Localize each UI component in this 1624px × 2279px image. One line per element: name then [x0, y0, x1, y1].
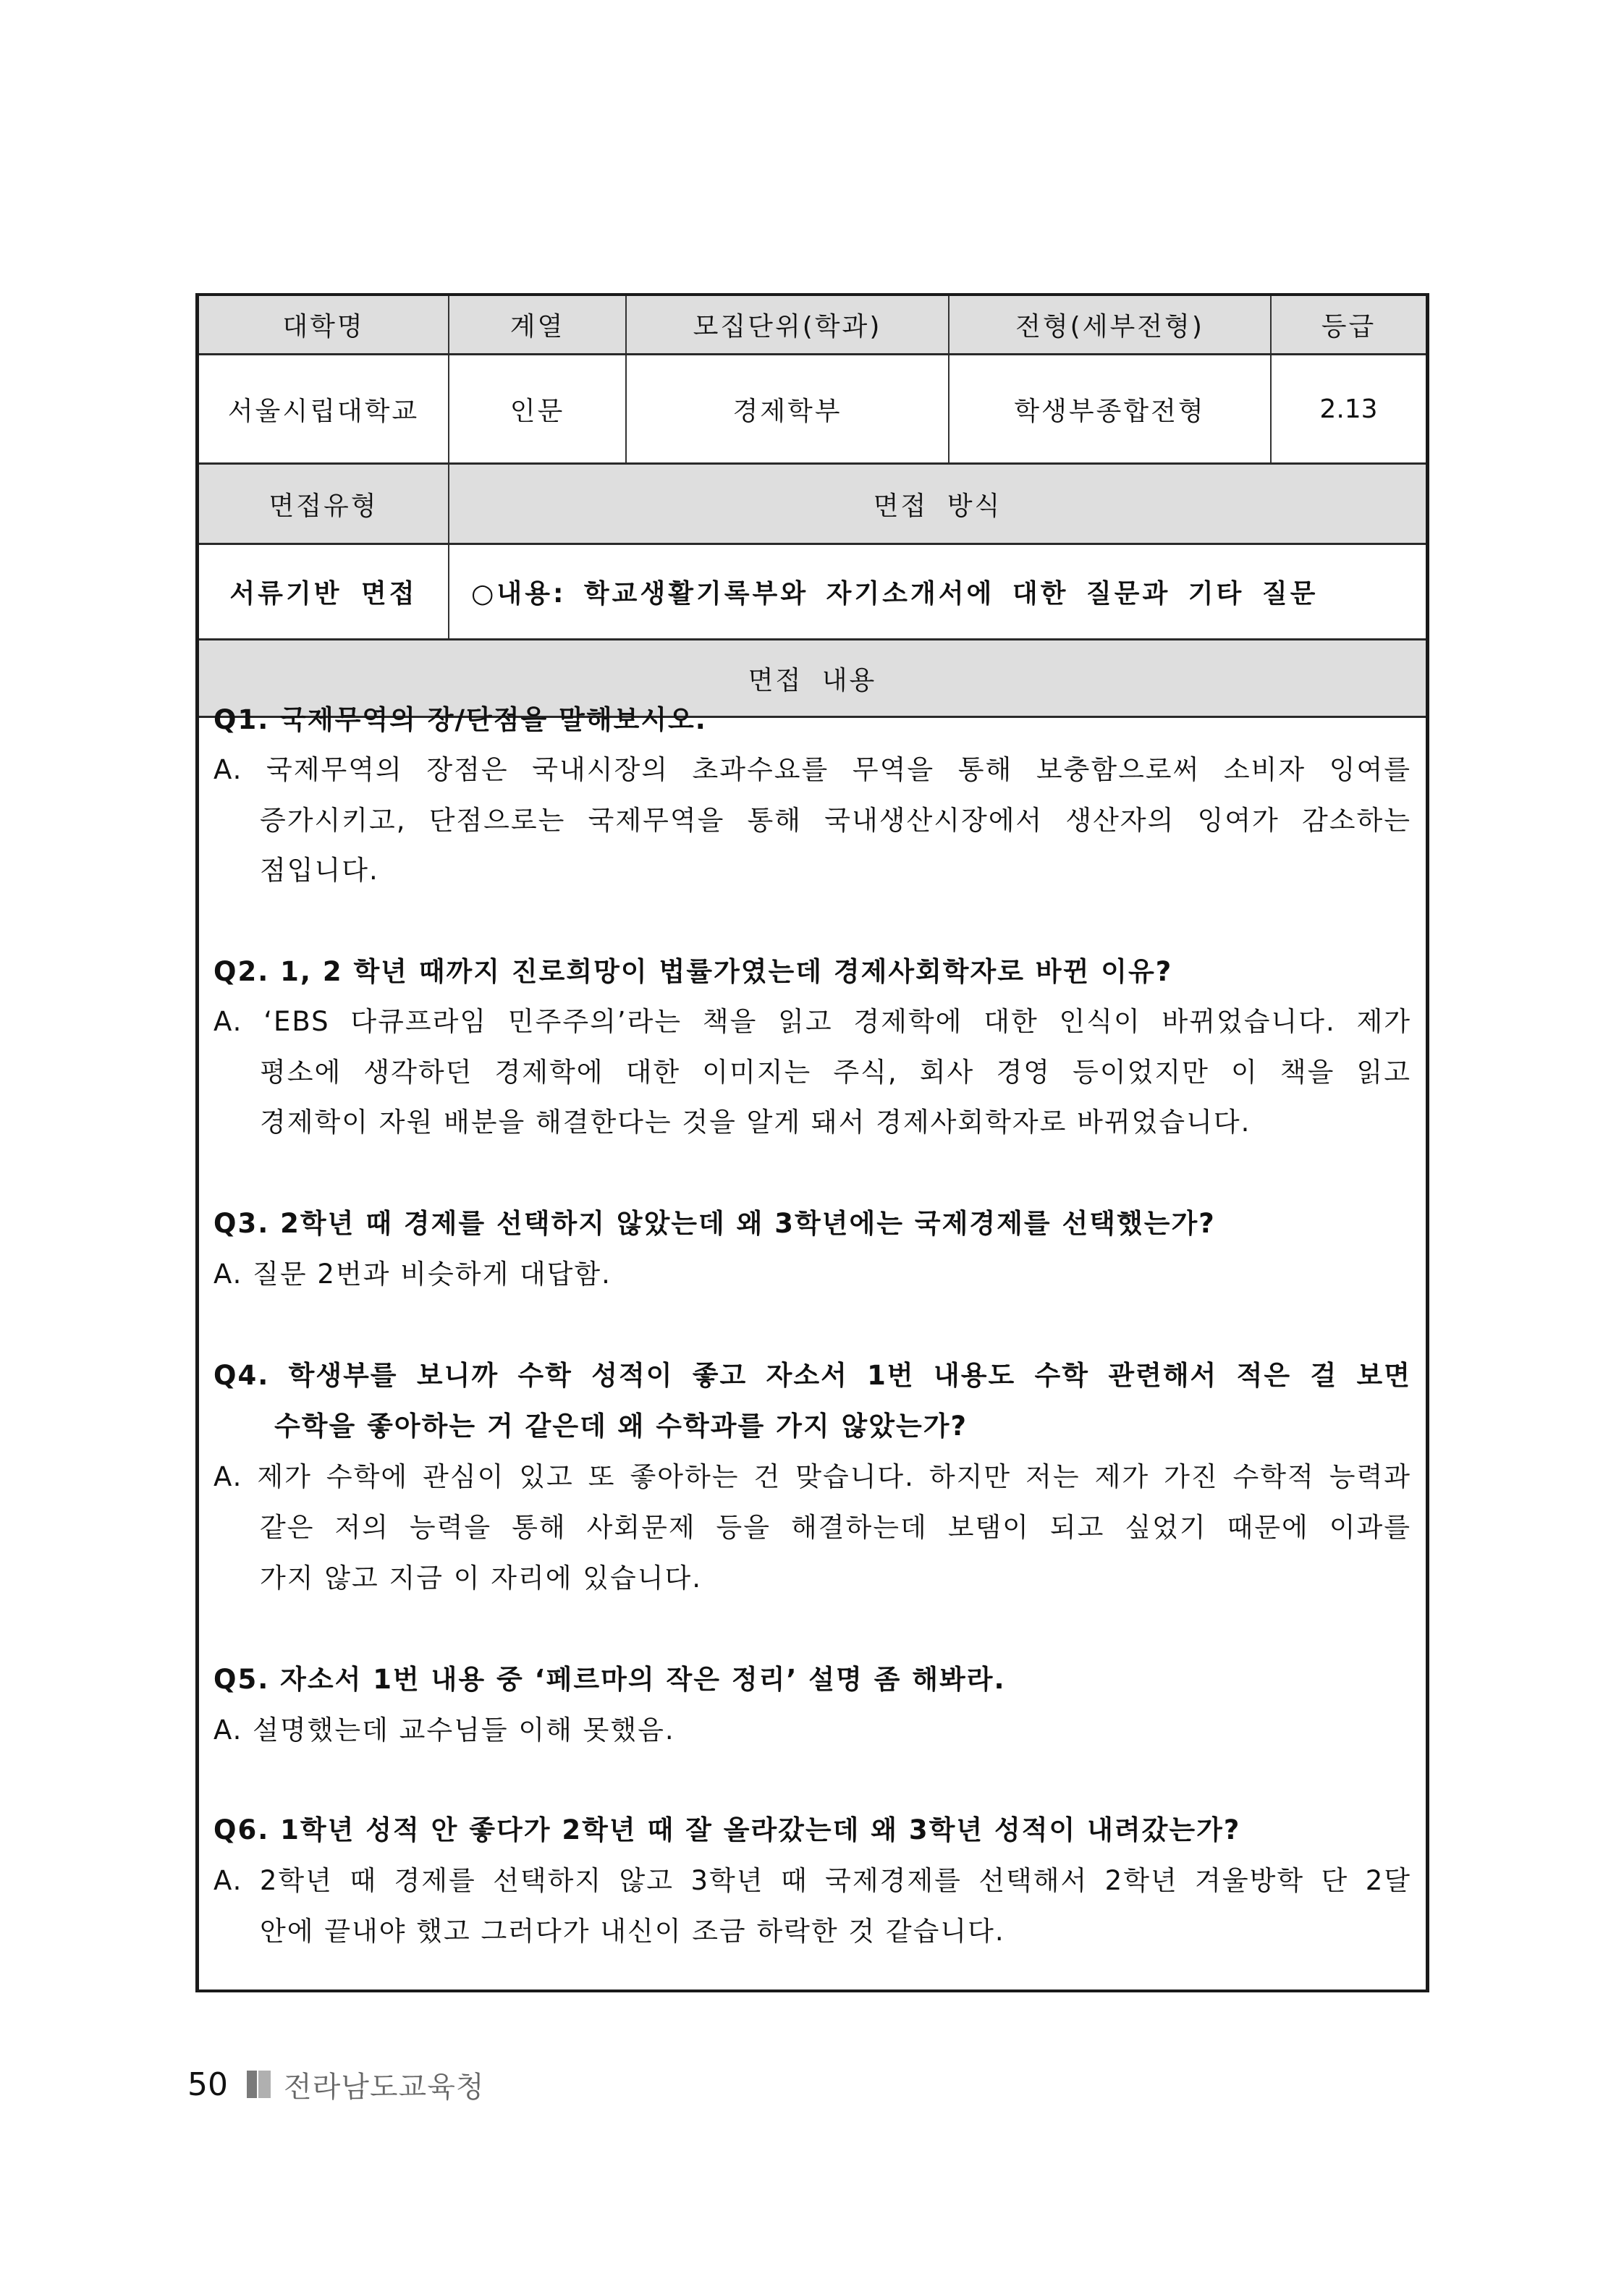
track-value: 인문 [448, 355, 625, 462]
header-interview-method: 면접 방식 [448, 465, 1426, 543]
header-admission: 전형(세부전형) [948, 296, 1270, 353]
question-3: Q3. 2학년 때 경제를 선택하지 않았는데 왜 3학년에는 국제경제를 선택했는가? [213, 1208, 1216, 1239]
question-4-line-1: Q4. 학생부를 보니까 수학 성적이 좋고 자소서 1번 내용도 수학 관련해서 적은 걸 보면 [213, 1360, 1411, 1391]
interview-row [199, 545, 1426, 640]
table-values-row [199, 355, 1426, 465]
header-university: 대학명 [282, 312, 365, 342]
grade-value: 2.13 [1270, 355, 1426, 462]
answer-6-line-2: 안에 끝내야 했고 그러다가 내신이 조금 하락한 것 같습니다. [260, 1916, 1005, 1947]
answer-4-line-3: 가지 않고 지금 이 자리에 있습니다. [260, 1563, 702, 1594]
footer-bar-dark-icon [247, 2071, 257, 2098]
page-footer [187, 2066, 485, 2104]
answer-1-line-1: A. 국제무역의 장점은 국내시장의 초과수요를 무역을 통해 보충함으로써 소비자 잉여를 [213, 754, 1411, 785]
answer-4-line-1: A. 제가 수학에 관심이 있고 또 좋아하는 건 맞습니다. 하지만 저는 제가 가진 수학적 능력과 [213, 1461, 1411, 1492]
answer-3-line-1: A. 질문 2번과 비슷하게 대답함. [213, 1259, 612, 1290]
interview-header-row [199, 465, 1426, 545]
admission-value: 학생부종합전형 [948, 355, 1270, 462]
content-header: 면접 내용 [748, 665, 877, 695]
question-2: Q2. 1, 2 학년 때까지 진로희망이 법률가였는데 경제사회학자로 바뀐 이유? [213, 956, 1173, 987]
answer-1-line-2: 증가시키고, 단점으로는 국제무역을 통해 국내생산시장에서 생산자의 잉여가 감소하는 [260, 805, 1411, 836]
question-4-line-2: 수학을 좋아하는 거 같은데 왜 수학과를 가지 않았는가? [274, 1411, 968, 1442]
answer-2-line-3: 경제학이 자원 배분을 해결한다는 것을 알게 돼서 경제사회학자로 바뀌었습니다. [260, 1107, 1251, 1138]
unit-value: 경제학부 [625, 355, 948, 462]
header-track: 계열 [448, 296, 625, 353]
page-number: 50 [187, 2066, 228, 2103]
table-header-row [199, 296, 1426, 355]
answer-6-line-1: A. 2학년 때 경제를 선택하지 않고 3학년 때 국제경제를 선택해서 2학년 겨울방학 단 2달 [213, 1865, 1411, 1896]
answer-4-line-2: 같은 저의 능력을 통해 사회문제 등을 해결하는데 보탬이 되고 싶었기 때문에 이과를 [260, 1512, 1411, 1543]
interview-content [199, 704, 1426, 1990]
question-1: Q1. 국제무역의 장/단점을 말해보시오. [213, 704, 707, 735]
interview-type-value: 서류기반 면접 [229, 579, 418, 609]
answer-5-line-1: A. 설명했는데 교수님들 이해 못했음. [213, 1714, 675, 1746]
university-value: 서울시립대학교 [227, 396, 420, 426]
interview-table [195, 293, 1429, 1992]
answer-2-line-2: 평소에 생각하던 경제학에 대한 이미지는 주식, 회사 경영 등이었지만 이 책을 읽고 [260, 1057, 1411, 1088]
header-grade: 등급 [1270, 296, 1426, 353]
organization-name: 전라남도교육청 [284, 2070, 485, 2104]
header-unit: 모집단위(학과) [625, 296, 948, 353]
question-5: Q5. 자소서 1번 내용 중 ‘페르마의 작은 정리’ 설명 좀 해봐라. [213, 1664, 1006, 1695]
header-interview-type: 면접유형 [268, 491, 378, 521]
interview-method-value: ○내용: 학교생활기록부와 자기소개서에 대한 질문과 기타 질문 [448, 545, 1426, 638]
answer-1-line-3: 점입니다. [260, 855, 379, 886]
footer-bar-light-icon [258, 2071, 271, 2098]
answer-2-line-1: A. ‘EBS 다큐프라임 민주주의’라는 책을 읽고 경제학에 대한 인식이 바뀌었습니다. 제가 [213, 1006, 1411, 1037]
question-6: Q6. 1학년 성적 안 좋다가 2학년 때 잘 올라갔는데 왜 3학년 성적이 내려갔는가? [213, 1814, 1241, 1845]
